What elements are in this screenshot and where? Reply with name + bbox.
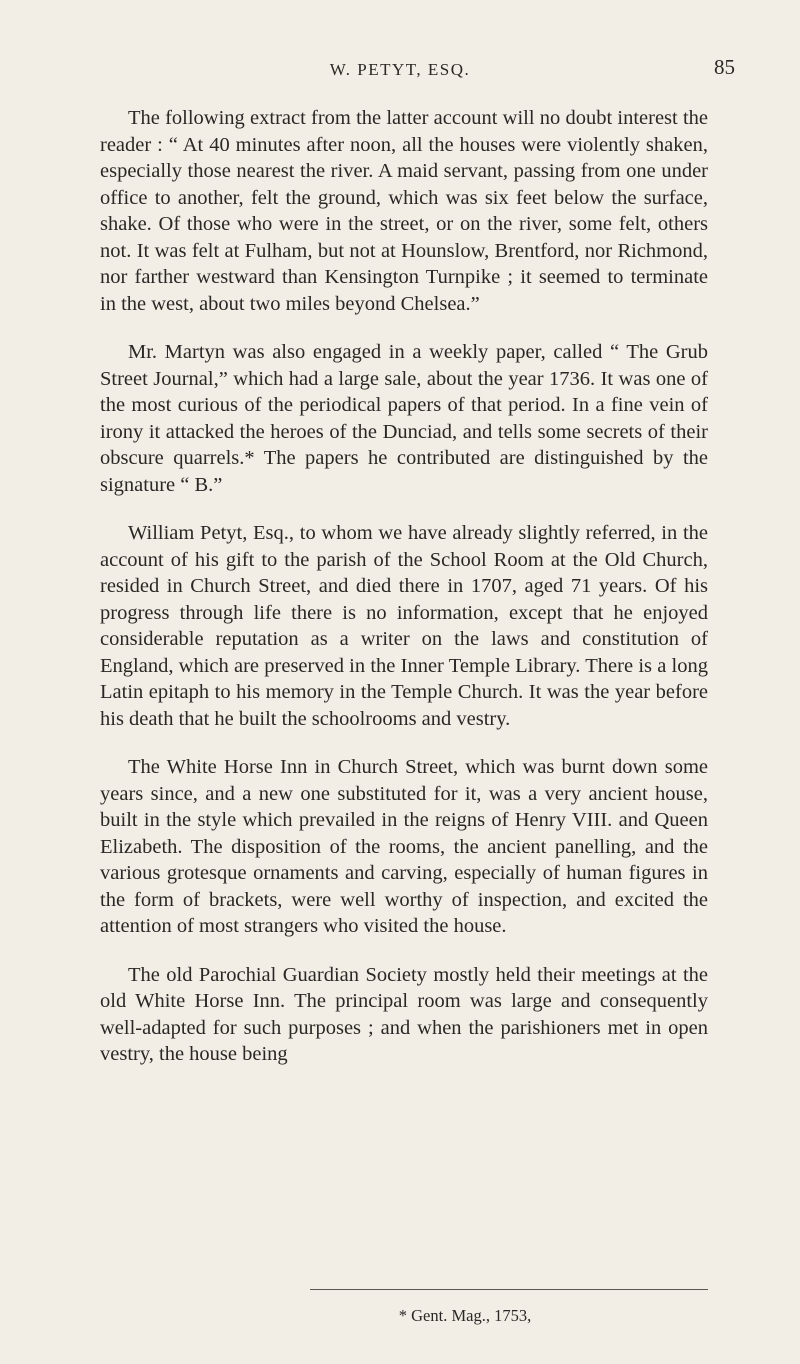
running-header [0,54,800,94]
page-number: 85 [714,55,735,79]
paragraph-william-petyt: William Petyt, Esq., to whom we have already slightly referred, in the account of his gift to the parish of the School Room at the Old Church, resided in Church Street, and died there in 1707, aged 71 years. Of his progress through life there is no information, except that he enjoyed considerable reputation as a writer on the laws and constitution of England, which are preserved in the Inner Temple Library. There is a long Latin epitaph to his memory in the Temple Church. It was the year before his death that he built the schoolrooms and vestry. [100,522,708,730]
paragraph-white-horse-inn: The White Horse Inn in Church Street, which was burnt down some years since, and a new one substituted for it, was a very ancient house, built in the style which prevailed in the reigns of Henry VIII. and Queen Elizabeth. The disposition of the rooms, the ancient panelling, and the various grotesque ornaments and carving, especially of human figures in the form of brackets, were well worthy of inspection, and excited the attention of most strangers who visited the house. [100,756,708,937]
footnote-rule [310,1289,708,1290]
footnote: * Gent. Mag., 1753, [398,1306,532,1325]
paragraph-earthquake-extract: The following extract from the latter account will no doubt interest the reader : “ At 40 minutes after noon, all the houses were violently shaken, especially those nearest the river. A maid servant, passing from one under office to another, felt the ground, which was six feet below the surface, shake. Of those who were in the street, or on the river, some felt, others not. It was felt at Fulham, but not at Hounslow, Brentford, nor Richmond, nor farther westward than Kensington Turnpike ; it seemed to terminate in the west, about two miles beyond Chelsea.” [100,107,708,315]
body-text [100,105,708,1090]
paragraph-grub-street-journal: Mr. Martyn was also engaged in a weekly paper, called “ The Grub Street Journal,” which had a large sale, about the year 1736. It was one of the most curious of the periodical papers of that period. In a fine vein of irony it attacked the heroes of the Dunciad, and tells some secrets of their obscure quarrels.* The papers he contributed are distinguished by the signature “ B.” [100,341,708,496]
paragraph-parochial-guardian-society: The old Parochial Guardian Society mostly held their meetings at the old White Horse Inn. The principal room was large and consequently well-adapted for such purposes ; and when the parishioners met in open vestry, the house being [100,963,708,1065]
running-title: W. PETYT, ESQ. [329,60,471,79]
